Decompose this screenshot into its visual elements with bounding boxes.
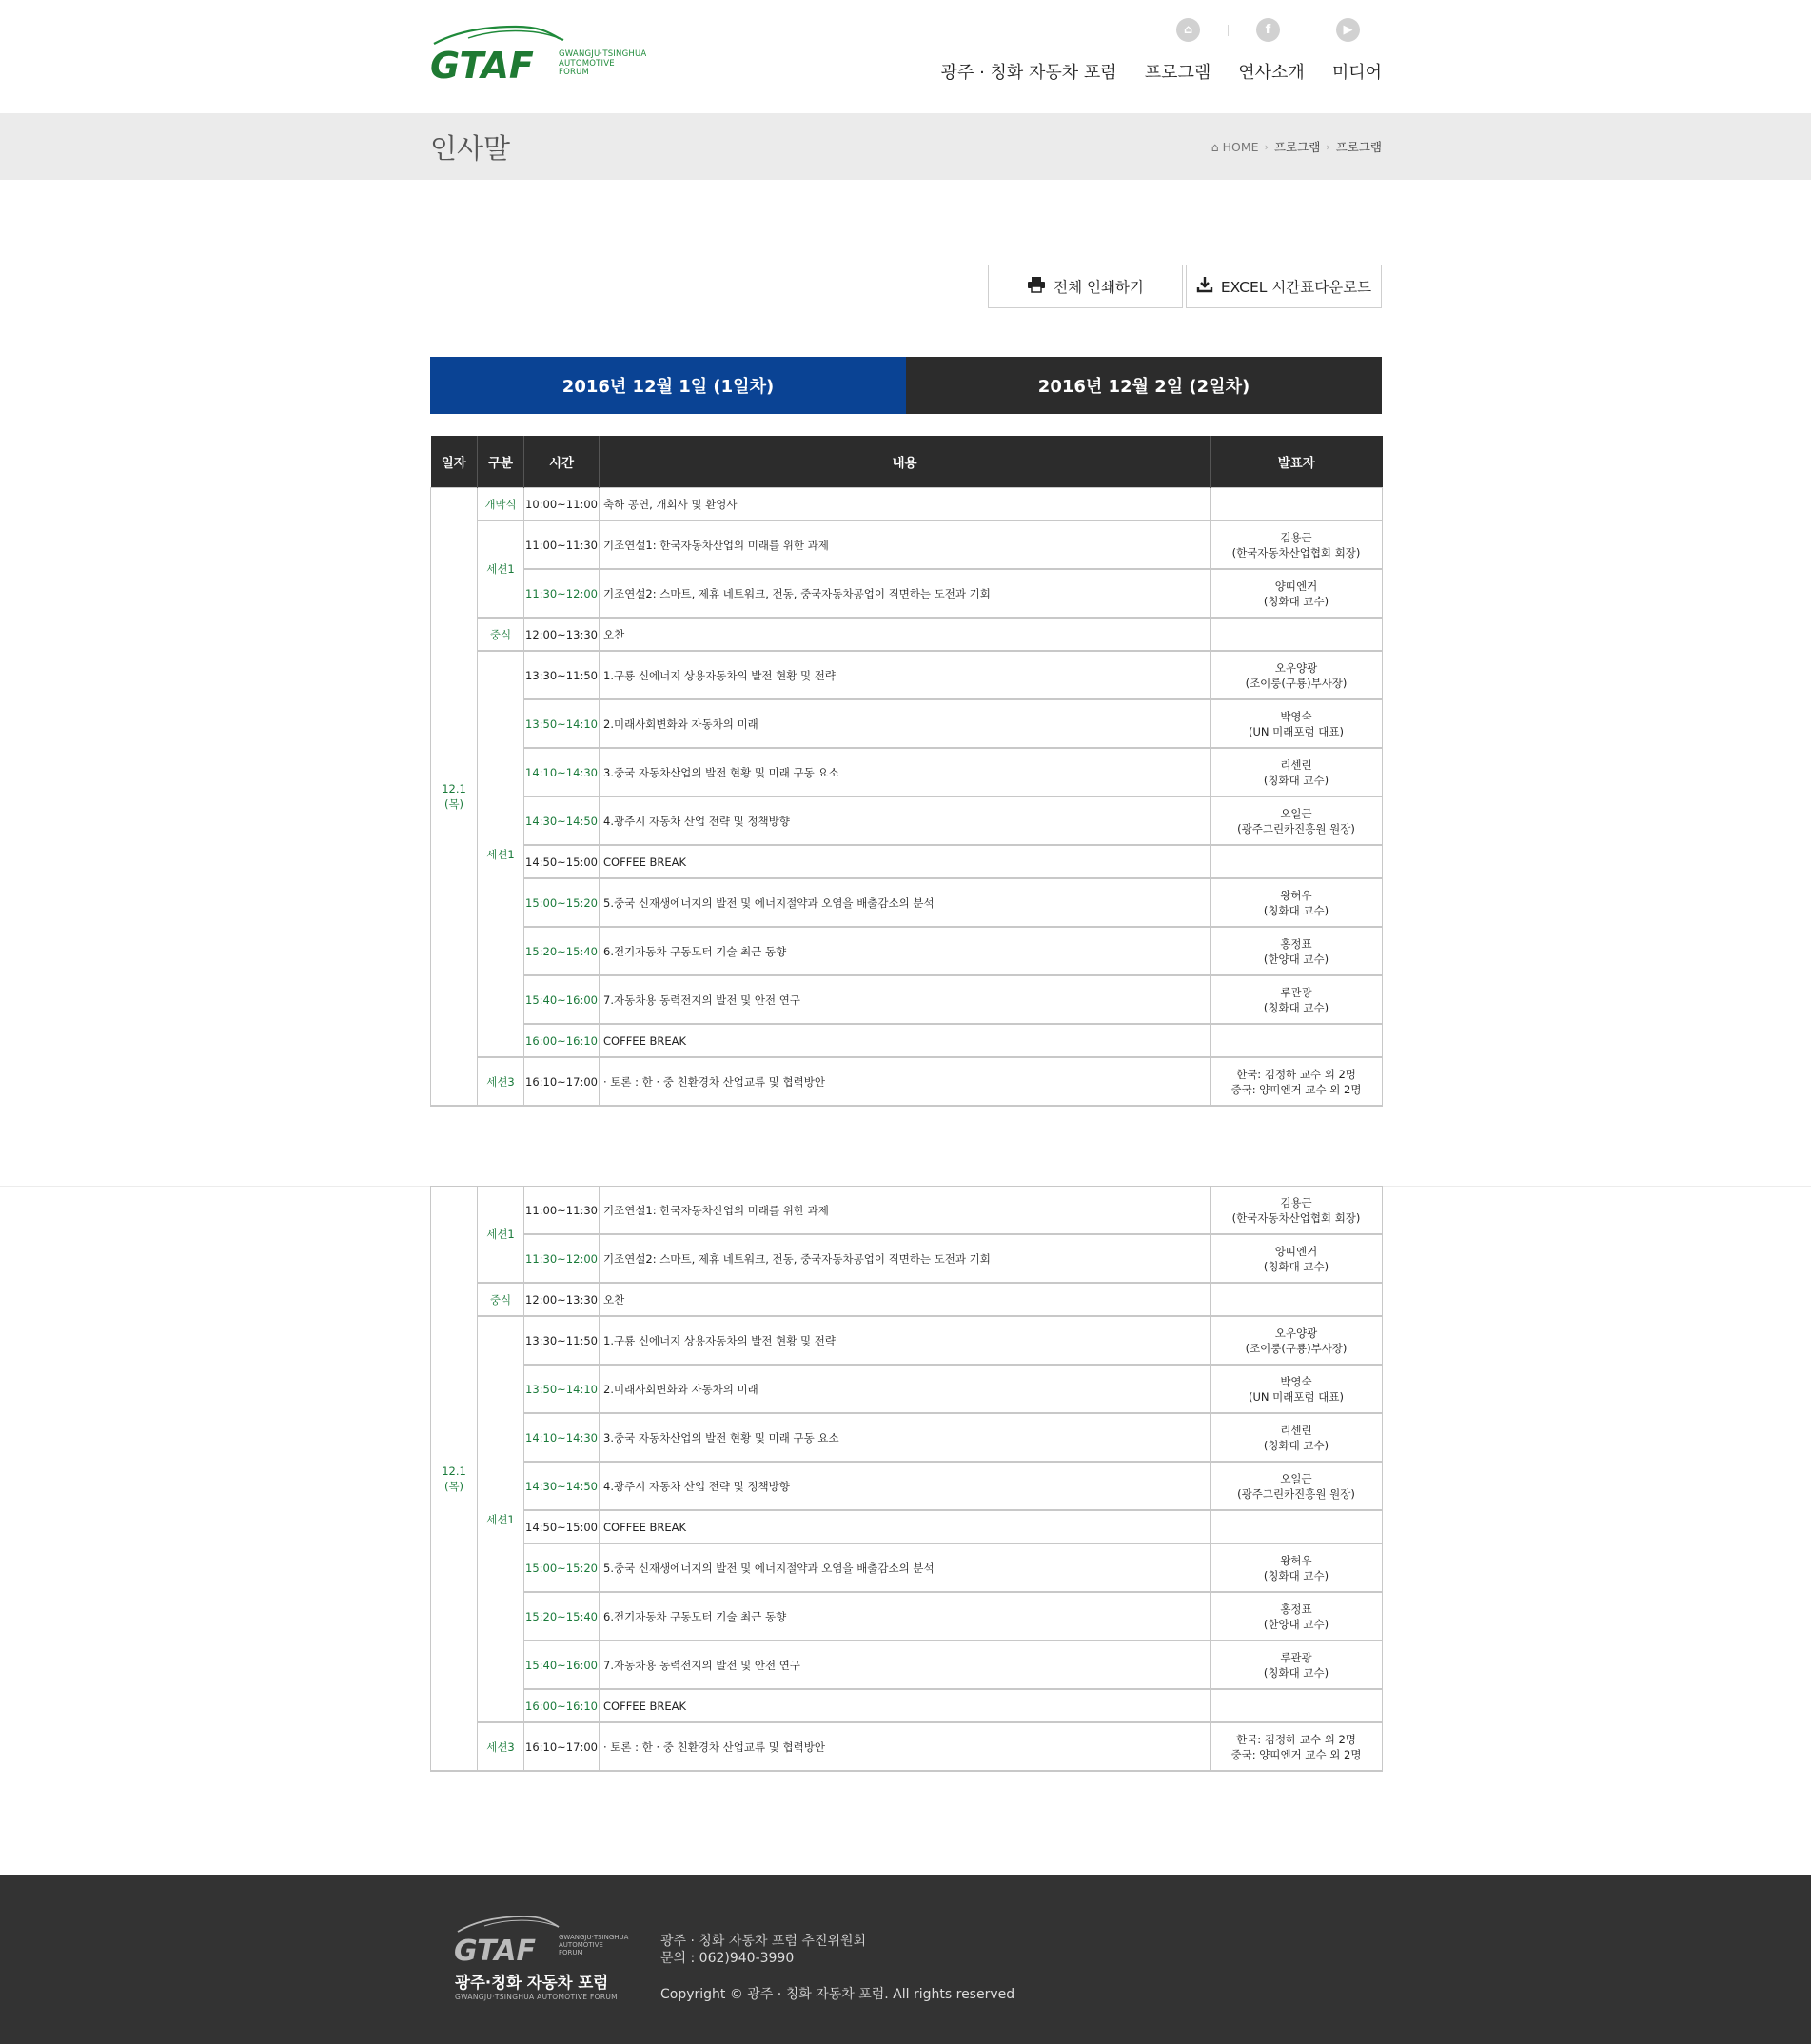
- time-cell: 13:50~14:10: [524, 699, 600, 748]
- breadcrumb-home[interactable]: ⌂ HOME: [1211, 139, 1259, 154]
- speaker-cell: [1211, 1543, 1383, 1592]
- speaker-cell: [1211, 975, 1383, 1024]
- time-cell: 12:00~13:30: [524, 1283, 600, 1316]
- logo-text: GTAF: [430, 45, 534, 86]
- section-cell: 세션3: [478, 1722, 524, 1771]
- top-icons: [1176, 18, 1382, 43]
- speaker-cell: [1211, 927, 1383, 975]
- speaker-line: 루관광: [1280, 1650, 1312, 1664]
- speaker-line: (한양대 교수): [1263, 1617, 1329, 1631]
- time-cell: 14:10~14:30: [524, 748, 600, 796]
- speaker-cell: [1211, 1283, 1383, 1316]
- speaker-cell: [1211, 845, 1383, 878]
- table-row: [431, 1462, 1383, 1510]
- time-cell: 13:30~11:50: [524, 651, 600, 699]
- speaker-line: 홍정표: [1280, 936, 1312, 951]
- time-cell: 14:30~14:50: [524, 1462, 600, 1510]
- subheader-bar: [0, 113, 1811, 180]
- content-cell: 3.중국 자동차산업의 발전 현황 및 미래 구동 요소: [600, 1413, 1211, 1462]
- speaker-line: 김용근: [1280, 530, 1312, 544]
- content-cell: 5.중국 신재생에너지의 발전 및 에너지절약과 오염을 배출감소의 분석: [600, 878, 1211, 927]
- logo-subtitle: GWANGJU·TSINGHUA AUTOMOTIVE FORUM: [559, 49, 647, 77]
- content-cell: COFFEE BREAK: [600, 1510, 1211, 1543]
- time-cell: 15:40~16:00: [524, 1641, 600, 1689]
- table-row: [431, 521, 1383, 569]
- speaker-cell: [1211, 569, 1383, 618]
- table-row: [431, 796, 1383, 845]
- content-cell: 2.미래사회변화와 자동차의 미래: [600, 1365, 1211, 1413]
- speaker-line: 양띠엔거: [1274, 1244, 1318, 1258]
- speaker-line: 중국: 양띠엔거 교수 외 2명: [1230, 1082, 1362, 1096]
- page-title: 인사말: [430, 132, 511, 165]
- time-cell: 14:50~15:00: [524, 1510, 600, 1543]
- content-cell: 6.전기자동차 구동모터 기술 최근 동향: [600, 927, 1211, 975]
- site-logo[interactable]: [430, 25, 659, 86]
- time-cell: 10:00~11:00: [524, 488, 600, 521]
- speaker-line: 김용근: [1280, 1195, 1312, 1209]
- time-cell: 13:50~14:10: [524, 1365, 600, 1413]
- time-cell: 16:10~17:00: [524, 1722, 600, 1771]
- speaker-cell: [1211, 488, 1383, 521]
- divider: [1228, 25, 1229, 36]
- speaker-cell: [1211, 521, 1383, 569]
- speaker-line: (광주그린카진흥원 원장): [1237, 821, 1355, 835]
- breadcrumb: [1211, 138, 1382, 155]
- speaker-line: (한양대 교수): [1263, 952, 1329, 966]
- time-cell: 15:00~15:20: [524, 878, 600, 927]
- table-row: [431, 1365, 1383, 1413]
- content-cell: COFFEE BREAK: [600, 1689, 1211, 1722]
- svg-text:GTAF: GTAF: [454, 1935, 536, 1968]
- speaker-line: (조이룽(구룡)부사장): [1245, 676, 1348, 690]
- facebook-icon[interactable]: f: [1256, 18, 1280, 42]
- home-icon[interactable]: ⌂: [1176, 18, 1200, 42]
- speaker-cell: [1211, 1722, 1383, 1771]
- section-cell: 개막식: [478, 488, 524, 521]
- speaker-cell: [1211, 748, 1383, 796]
- speaker-line: 오우양광: [1274, 1326, 1318, 1340]
- footer-copyright: Copyright © 광주 · 칭화 자동차 포럼. All rights reserved: [660, 1987, 1015, 2002]
- content-cell: 기조연설2: 스마트, 제휴 네트워크, 전동, 중국자동차공업이 직면하는 도전과 기회: [600, 569, 1211, 618]
- main-nav: [941, 59, 1382, 84]
- day-cell: 12.1 (목): [431, 1187, 478, 1772]
- speaker-line: (칭화대 교수): [1263, 1665, 1329, 1680]
- svg-text:FORUM: FORUM: [559, 1949, 583, 1956]
- content-cell: 기조연설2: 스마트, 제휴 네트워크, 전동, 중국자동차공업이 직면하는 도전과 기회: [600, 1234, 1211, 1283]
- table-row: [431, 651, 1383, 699]
- table-row: [431, 975, 1383, 1024]
- svg-text:GWANGJU·TSINGHUA: GWANGJU·TSINGHUA: [559, 1934, 629, 1941]
- svg-text:AUTOMOTIVE: AUTOMOTIVE: [559, 1941, 603, 1949]
- footer-logo: [454, 1915, 629, 1974]
- schedule-table: [430, 436, 1383, 1107]
- table-row: [431, 1641, 1383, 1689]
- speaker-line: (칭화대 교수): [1263, 594, 1329, 608]
- content-cell: 기조연설1: 한국자동차산업의 미래를 위한 과제: [600, 521, 1211, 569]
- speaker-line: 오일근: [1280, 1471, 1312, 1485]
- chevron-right-icon: ›: [1264, 140, 1269, 153]
- schedule-table-continued: [430, 1186, 1383, 1772]
- speaker-line: 왕허우: [1280, 1553, 1312, 1567]
- speaker-line: 홍정표: [1280, 1602, 1312, 1616]
- content-cell: 오찬: [600, 1283, 1211, 1316]
- speaker-line: (칭화대 교수): [1263, 1438, 1329, 1452]
- speaker-cell: [1211, 1316, 1383, 1365]
- column-header-time: 시간: [524, 436, 600, 488]
- time-cell: 16:10~17:00: [524, 1057, 600, 1106]
- printer-icon: [1027, 276, 1046, 297]
- table-row: [431, 878, 1383, 927]
- table-row: [431, 699, 1383, 748]
- speaker-line: (칭화대 교수): [1263, 1000, 1329, 1014]
- speaker-line: (UN 미래포럼 대표): [1249, 1389, 1344, 1404]
- content-cell: · 토론 : 한 · 중 친환경차 산업교류 및 협력방안: [600, 1057, 1211, 1106]
- content-cell: 3.중국 자동차산업의 발전 현황 및 미래 구동 요소: [600, 748, 1211, 796]
- table-row: [431, 1510, 1383, 1543]
- table-row: [431, 927, 1383, 975]
- table-row: [431, 488, 1383, 521]
- time-cell: 14:30~14:50: [524, 796, 600, 845]
- table-row: [431, 1413, 1383, 1462]
- time-cell: 16:00~16:10: [524, 1689, 600, 1722]
- speaker-line: 한국: 김정하 교수 외 2명: [1236, 1732, 1356, 1746]
- nav-item-program[interactable]: 프로그램: [1144, 63, 1211, 83]
- breadcrumb-item[interactable]: 프로그램: [1273, 140, 1321, 154]
- time-cell: 11:00~11:30: [524, 521, 600, 569]
- content-cell: · 토론 : 한 · 중 친환경차 산업교류 및 협력방안: [600, 1722, 1211, 1771]
- time-cell: 15:20~15:40: [524, 927, 600, 975]
- excel-download-button[interactable]: EXCEL 시간표다운로드: [1186, 265, 1382, 308]
- table-row: [431, 1187, 1383, 1235]
- section-cell: 세션1: [478, 651, 524, 1057]
- content-cell: COFFEE BREAK: [600, 1024, 1211, 1057]
- footer-contact: 문의 : 062)940-3990: [660, 1951, 795, 1966]
- speaker-cell: [1211, 618, 1383, 651]
- day-cell: 12.1 (목): [431, 488, 478, 1107]
- speaker-line: 리센린: [1280, 1423, 1312, 1437]
- home-icon: ⌂: [1211, 139, 1219, 154]
- time-cell: 16:00~16:10: [524, 1024, 600, 1057]
- column-header-speaker: 발표자: [1211, 436, 1383, 488]
- time-cell: 14:50~15:00: [524, 845, 600, 878]
- content-cell: 축하 공연, 개회사 및 환영사: [600, 488, 1211, 521]
- table-row: [431, 845, 1383, 878]
- content-cell: 5.중국 신재생에너지의 발전 및 에너지절약과 오염을 배출감소의 분석: [600, 1543, 1211, 1592]
- table-row: [431, 569, 1383, 618]
- speaker-line: 박영숙: [1280, 709, 1312, 723]
- content-cell: 4.광주시 자동차 산업 전략 및 정책방향: [600, 796, 1211, 845]
- column-header-content: 내용: [600, 436, 1211, 488]
- nav-item-speakers[interactable]: 연사소개: [1238, 63, 1305, 83]
- footer-title: 광주·칭화 자동차 포럼: [455, 1974, 609, 1992]
- chevron-right-icon: ›: [1326, 140, 1330, 153]
- date-tabs: [430, 357, 1382, 414]
- column-header-section: 구분: [478, 436, 524, 488]
- section-cell: 중식: [478, 618, 524, 651]
- nav-item-forum[interactable]: 광주 · 칭화 자동차 포럼: [940, 63, 1117, 83]
- speaker-line: (한국자동차산업협회 회장): [1231, 1210, 1361, 1225]
- footer-title-en: GWANGJU·TSINGHUA AUTOMOTIVE FORUM: [455, 1993, 618, 2001]
- speaker-cell: [1211, 1592, 1383, 1641]
- speaker-line: (한국자동차산업협회 회장): [1231, 545, 1361, 560]
- table-row: [431, 1592, 1383, 1641]
- tab-day1[interactable]: 2016년 12월 1일 (1일차): [430, 357, 906, 414]
- time-cell: 11:30~12:00: [524, 1234, 600, 1283]
- speaker-line: (칭화대 교수): [1263, 1568, 1329, 1582]
- content-cell: 1.구룡 신에너지 상용자동차의 발전 현황 및 전략: [600, 651, 1211, 699]
- content-cell: 오찬: [600, 618, 1211, 651]
- table-row: [431, 1722, 1383, 1771]
- section-cell: 세션1: [478, 521, 524, 618]
- speaker-cell: [1211, 1689, 1383, 1722]
- content-cell: 1.구룡 신에너지 상용자동차의 발전 현황 및 전략: [600, 1316, 1211, 1365]
- car-outline-logo-icon: [454, 1915, 635, 1970]
- speaker-line: (광주그린카진흥원 원장): [1237, 1486, 1355, 1501]
- table-row: [431, 618, 1383, 651]
- speaker-line: 오우양광: [1274, 660, 1318, 675]
- content-cell: COFFEE BREAK: [600, 845, 1211, 878]
- time-cell: 11:30~12:00: [524, 569, 600, 618]
- speaker-cell: [1211, 1365, 1383, 1413]
- speaker-line: 양띠엔거: [1274, 579, 1318, 593]
- footer-info: [660, 1933, 866, 1967]
- speaker-line: 한국: 김정하 교수 외 2명: [1236, 1067, 1356, 1081]
- speaker-line: (UN 미래포럼 대표): [1249, 724, 1344, 738]
- time-cell: 15:40~16:00: [524, 975, 600, 1024]
- table-row: [431, 748, 1383, 796]
- column-header-date: 일자: [431, 436, 478, 488]
- content-cell: 2.미래사회변화와 자동차의 미래: [600, 699, 1211, 748]
- table-row: [431, 1283, 1383, 1316]
- speaker-line: 오일근: [1280, 806, 1312, 820]
- speaker-cell: [1211, 1462, 1383, 1510]
- speaker-cell: [1211, 1234, 1383, 1283]
- speaker-line: (칭화대 교수): [1263, 773, 1329, 787]
- content-cell: 7.자동차용 동력전지의 발전 및 안전 연구: [600, 1641, 1211, 1689]
- tab-day2[interactable]: 2016년 12월 2일 (2일차): [906, 357, 1382, 414]
- speaker-cell: [1211, 699, 1383, 748]
- print-all-button[interactable]: 전체 인쇄하기: [988, 265, 1183, 308]
- speaker-cell: [1211, 1187, 1383, 1235]
- time-cell: 15:20~15:40: [524, 1592, 600, 1641]
- speaker-line: (칭화대 교수): [1263, 1259, 1329, 1273]
- time-cell: 14:10~14:30: [524, 1413, 600, 1462]
- footer-org: 광주 · 칭화 자동차 포럼 추진위원회: [660, 1934, 867, 1949]
- nav-item-media[interactable]: 미디어: [1331, 63, 1382, 83]
- content-cell: 7.자동차용 동력전지의 발전 및 안전 연구: [600, 975, 1211, 1024]
- section-cell: 세션1: [478, 1187, 524, 1284]
- table-row: [431, 1024, 1383, 1057]
- speaker-cell: [1211, 1510, 1383, 1543]
- table-row: [431, 1234, 1383, 1283]
- speaker-cell: [1211, 651, 1383, 699]
- speaker-line: 박영숙: [1280, 1374, 1312, 1388]
- time-cell: 12:00~13:30: [524, 618, 600, 651]
- section-cell: 세션1: [478, 1316, 524, 1722]
- footer: [0, 1875, 1811, 2044]
- content-cell: 4.광주시 자동차 산업 전략 및 정책방향: [600, 1462, 1211, 1510]
- breadcrumb-item[interactable]: 프로그램: [1335, 140, 1382, 154]
- section-cell: 세션3: [478, 1057, 524, 1106]
- speaker-cell: [1211, 1024, 1383, 1057]
- speaker-line: (칭화대 교수): [1263, 903, 1329, 917]
- speaker-line: (조이룽(구룡)부사장): [1245, 1341, 1348, 1355]
- content-cell: 6.전기자동차 구동모터 기술 최근 동향: [600, 1592, 1211, 1641]
- time-cell: 15:00~15:20: [524, 1543, 600, 1592]
- speaker-cell: [1211, 796, 1383, 845]
- speaker-line: 왕허우: [1280, 888, 1312, 902]
- table-row: [431, 1316, 1383, 1365]
- speaker-line: 루관광: [1280, 985, 1312, 999]
- speaker-cell: [1211, 878, 1383, 927]
- table-row: [431, 1689, 1383, 1722]
- download-icon: [1196, 276, 1213, 297]
- youtube-icon[interactable]: ▶: [1336, 18, 1360, 42]
- table-row: [431, 1057, 1383, 1106]
- speaker-cell: [1211, 1413, 1383, 1462]
- speaker-cell: [1211, 1641, 1383, 1689]
- time-cell: 11:00~11:30: [524, 1187, 600, 1235]
- section-cell: 중식: [478, 1283, 524, 1316]
- speaker-line: 중국: 양띠엔거 교수 외 2명: [1230, 1747, 1362, 1761]
- speaker-cell: [1211, 1057, 1383, 1106]
- speaker-line: 리센린: [1280, 757, 1312, 772]
- content-cell: 기조연설1: 한국자동차산업의 미래를 위한 과제: [600, 1187, 1211, 1235]
- table-row: [431, 1543, 1383, 1592]
- time-cell: 13:30~11:50: [524, 1316, 600, 1365]
